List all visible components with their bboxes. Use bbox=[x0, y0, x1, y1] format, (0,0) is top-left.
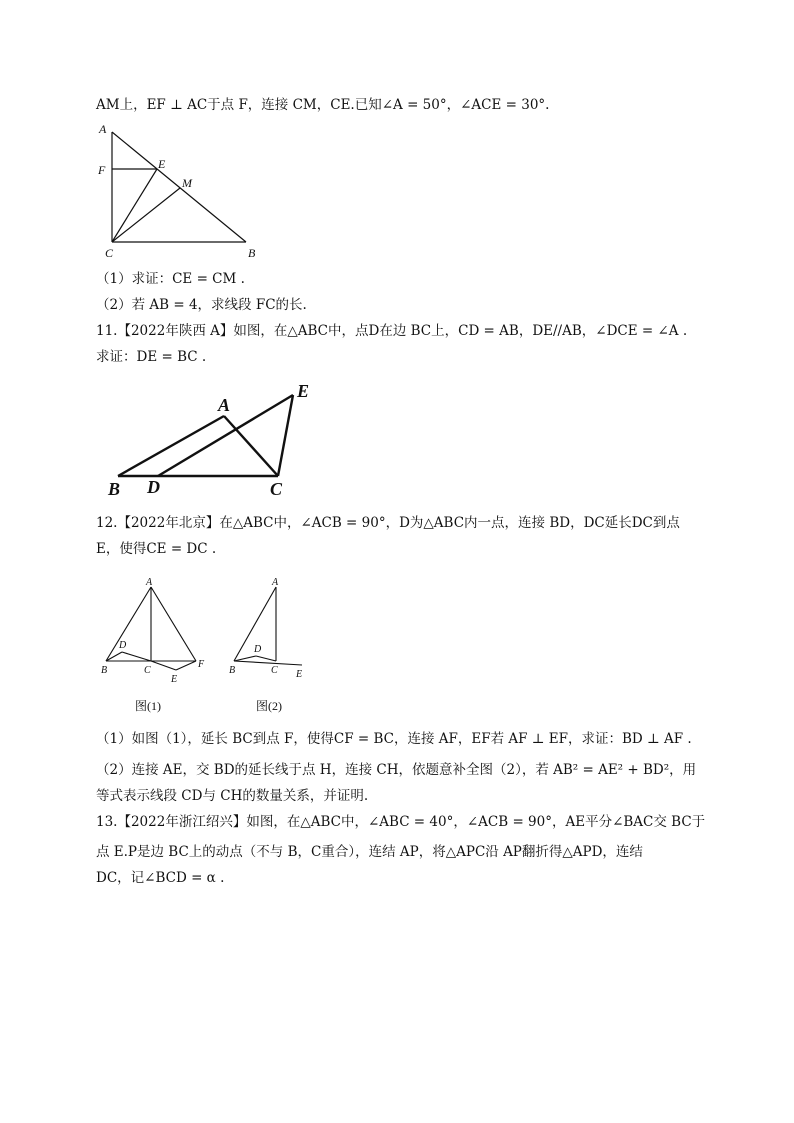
problem12-figure1 bbox=[96, 575, 216, 715]
label-M: M bbox=[182, 176, 192, 190]
problem13-header: 13.【2022年浙江绍兴】如图，在△ABC中，∠ABC = 40°，∠ACB = 90°，AE平分∠BAC交 BC于 bbox=[96, 814, 706, 830]
problem10-q2: （2）若 AB = 4，求线段 FC的长. bbox=[96, 297, 307, 313]
label-E: E bbox=[296, 669, 303, 680]
label-D: D bbox=[147, 477, 160, 497]
problem13-line3: DC，记∠BCD = α . bbox=[96, 870, 225, 886]
problem10-figure bbox=[96, 118, 276, 263]
problem11-prove: 求证：DE = BC . bbox=[96, 349, 207, 365]
label-C: C bbox=[270, 479, 283, 499]
label-A: A bbox=[99, 122, 107, 136]
problem12-figure2 bbox=[226, 575, 326, 715]
label-B: B bbox=[248, 246, 256, 260]
label-A: A bbox=[218, 395, 231, 415]
problem12-q2: （2）连接 AE，交 BD的延长线于点 H，连接 CH，依题意补全图（2），若 AB² = AE² + BD²，用 bbox=[96, 762, 697, 778]
label-F: F bbox=[198, 659, 205, 670]
label-F: F bbox=[98, 163, 106, 177]
label-D: D bbox=[119, 640, 127, 651]
problem12-header2: E，使得CE = DC . bbox=[96, 541, 217, 557]
problem10-intro: AM上，EF ⊥ AC于点 F，连接 CM，CE.已知∠A = 50°，∠ACE = 30°. bbox=[96, 97, 550, 113]
label-C: C bbox=[144, 665, 151, 676]
label-D: D bbox=[254, 644, 262, 655]
problem12-q1: （1）如图（1），延长 BC到点 F，使得CF = BC，连接 AF，EF若 AF ⊥ EF，求证：BD ⊥ AF . bbox=[96, 731, 692, 747]
problem11-figure bbox=[104, 378, 324, 503]
fig2-caption: 图(2) bbox=[256, 699, 282, 713]
label-B: B bbox=[108, 479, 121, 499]
label-A: A bbox=[146, 577, 153, 588]
problem10-q1: （1）求证：CE = CM . bbox=[96, 271, 245, 287]
label-C: C bbox=[105, 246, 114, 260]
problem13-line2: 点 E.P是边 BC上的动点（不与 B，C重合），连结 AP，将△APC沿 AP翻折得△APD，连结 bbox=[96, 844, 643, 860]
fig1-caption: 图(1) bbox=[135, 699, 161, 713]
label-E: E bbox=[158, 157, 166, 171]
label-B: B bbox=[101, 665, 108, 676]
label-A: A bbox=[272, 577, 279, 588]
problem12-q2b: 等式表示线段 CD与 CH的数量关系，并证明. bbox=[96, 788, 369, 804]
problem11-header: 11.【2022年陕西 A】如图，在△ABC中，点D在边 BC上，CD = AB，DE//AB，∠DCE = ∠A . bbox=[96, 323, 688, 339]
label-E: E bbox=[171, 674, 178, 685]
problem12-header: 12.【2022年北京】在△ABC中，∠ACB = 90°，D为△ABC内一点，连接 BD，DC延长DC到点 bbox=[96, 515, 680, 531]
label-C: C bbox=[271, 665, 278, 676]
label-B: B bbox=[229, 665, 236, 676]
label-E: E bbox=[297, 381, 310, 401]
